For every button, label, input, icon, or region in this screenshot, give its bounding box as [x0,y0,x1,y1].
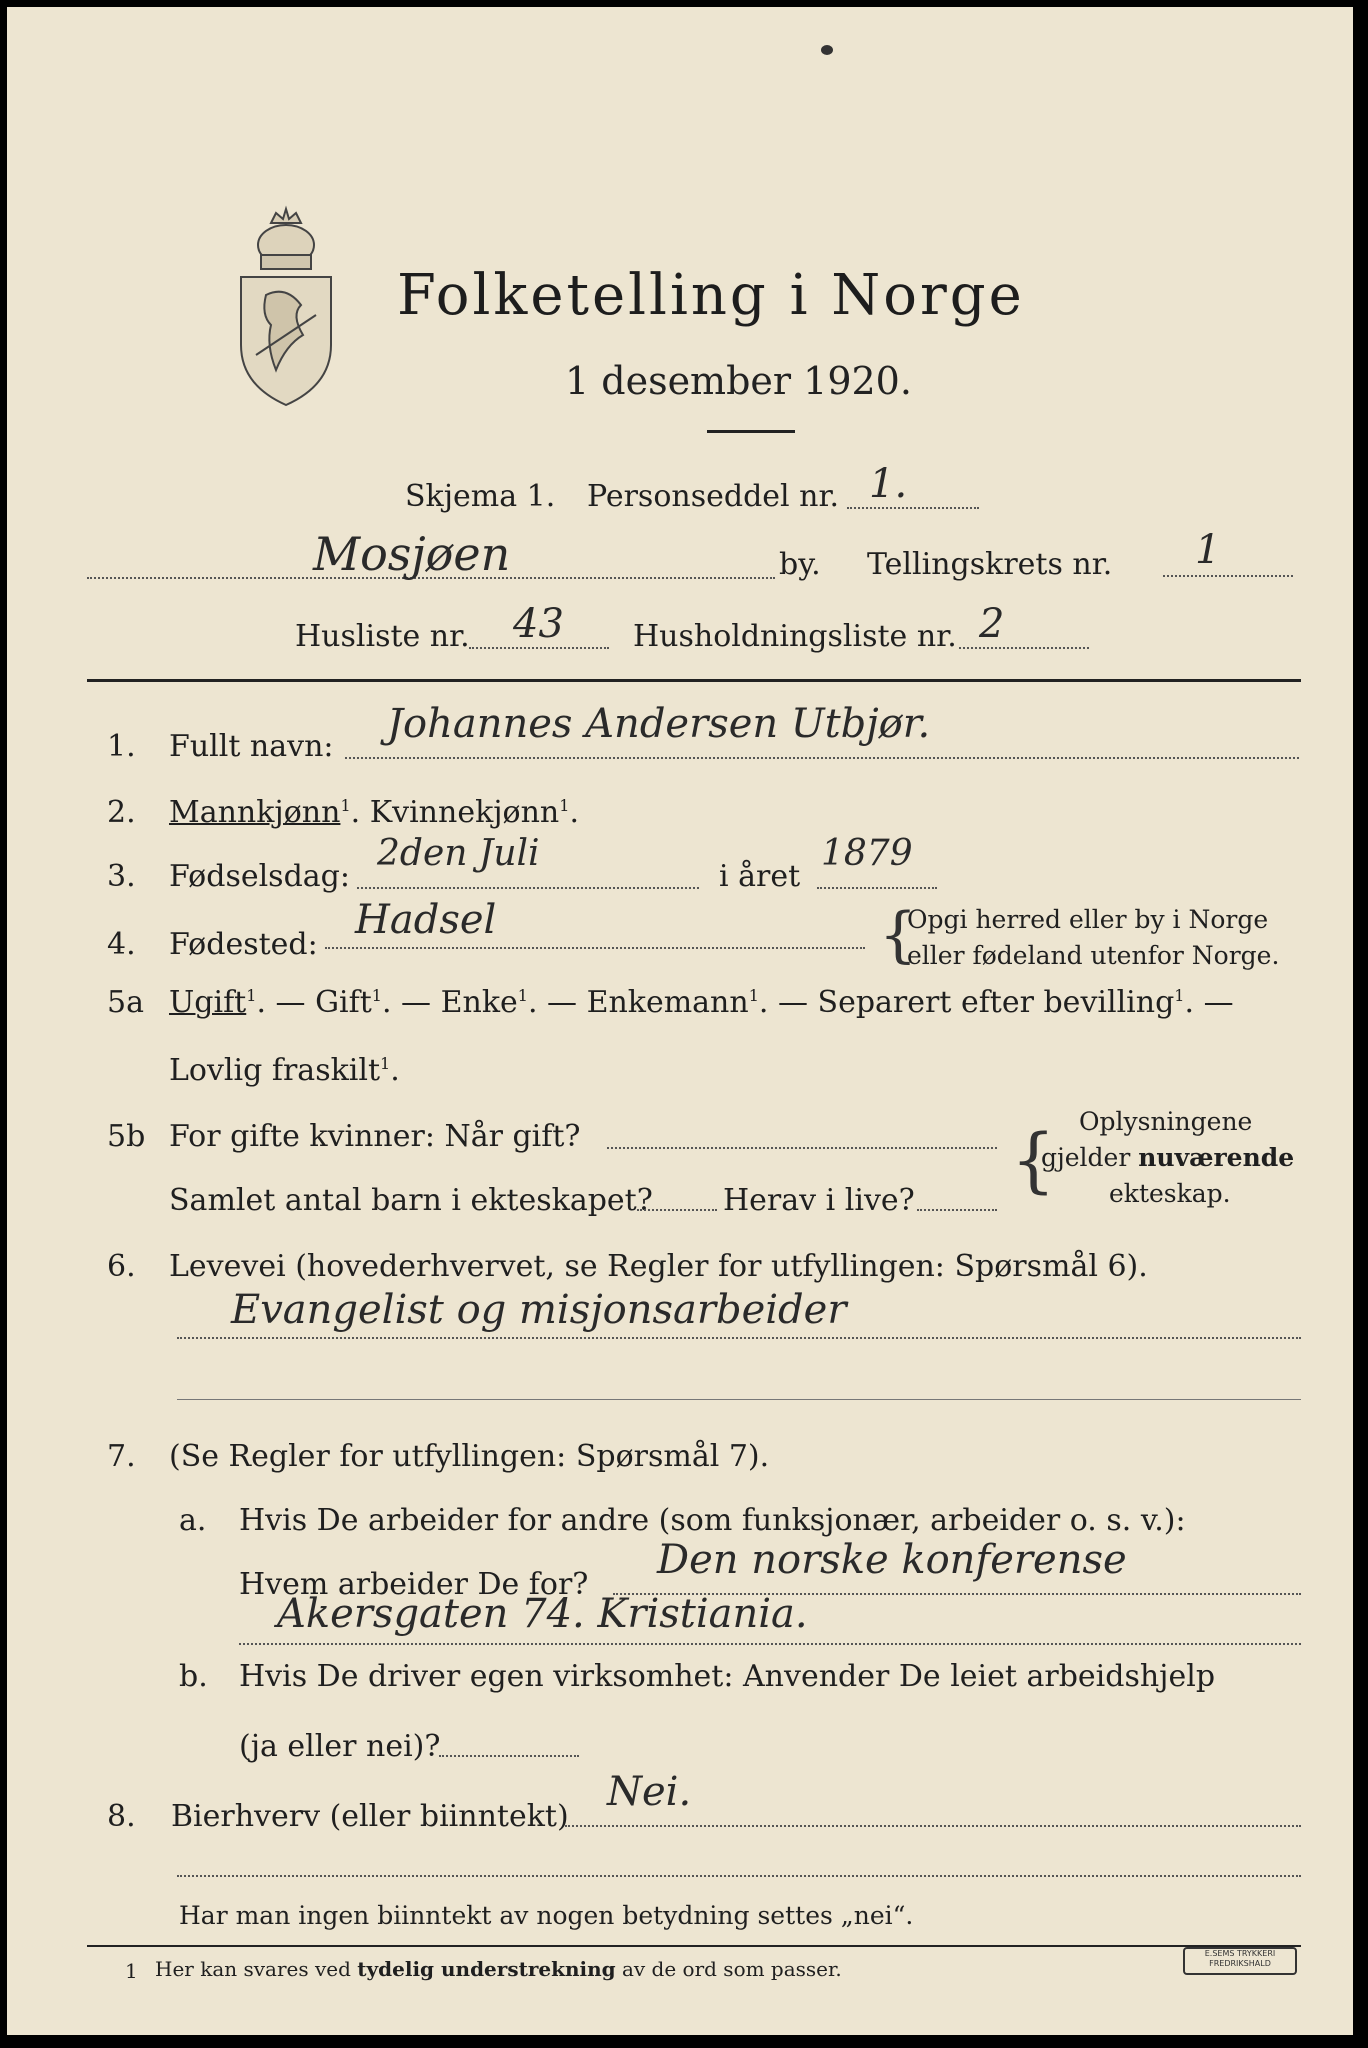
q3-value: 2den Juli [377,833,540,874]
footnote-text [155,1957,842,1981]
q5b-note-2a: gjelder [1041,1143,1139,1172]
q2-number: 2. [107,795,136,830]
q5b-note-3: ekteskap. [1109,1179,1231,1208]
personseddel-value: 1. [869,461,908,507]
q8-value: Nei. [607,1769,692,1815]
coat-of-arms-icon [231,205,341,411]
q5b-brace: { [1011,1119,1056,1201]
personseddel-label: Personseddel nr. [587,479,840,514]
q7-number: 7. [107,1439,136,1474]
husholdningsliste-line [959,647,1089,649]
q5a-sup-5: 1 [1174,986,1185,1005]
q5a-gift: Gift [315,985,372,1020]
by-label: by. [779,547,821,582]
q6-label: Levevei (hovederhvervet, se Regler for utfyllingen: Spørsmål 6). [169,1249,1148,1284]
skjema-label: Skjema 1. [405,479,556,514]
footnote-text-c: av de ord som passer. [615,1957,842,1981]
q8-label: Bierhverv (eller biinntekt) [171,1799,569,1834]
q5a-enkemann: Enkemann [586,985,749,1020]
q5a-lovlig: Lovlig fraskilt$^1$. [169,1053,400,1088]
q4-number: 4. [107,927,136,962]
q2-male: Mannkjønn [169,795,341,830]
q4-note-1: Opgi herred eller by i Norge [907,905,1269,934]
husholdningsliste-value: 2 [979,601,1005,647]
tellingskrets-line [1163,575,1293,577]
q5b-line-2 [637,1209,717,1211]
q3-year-value: 1879 [821,833,913,874]
q4-line [325,947,865,949]
q5a-options: Ugift$^1$. — Gift$^1$. — Enke$^1$. — Enkemann$^1$. — Separert efter bevilling$^1$. — [169,985,1234,1020]
q5b-note-2b: nuværende [1138,1143,1295,1172]
q8-number: 8. [107,1799,136,1834]
q1-number: 1. [107,729,136,764]
q2-sep2: . [569,795,579,830]
q5b-note-2 [1041,1143,1294,1172]
footnote-number: 1 [125,1959,138,1983]
q7b-text: Hvis De driver egen virksomhet: Anvender De leiet arbeidshjelp [239,1659,1216,1694]
q2-female-sup: 1 [559,796,570,815]
q7a-value-1: Den norske konferense [657,1537,1127,1583]
q5b-label-1: For gifte kvinner: Når gift? [169,1119,581,1154]
q4-brace: { [879,900,918,970]
q5b-label-3: Herav i live? [723,1183,915,1218]
page-title: Folketelling i Norge [397,263,1025,328]
title-divider [707,430,795,433]
q5a-separert: Separert efter bevilling [817,985,1175,1020]
q5a-sup-4: 1 [748,986,759,1005]
q5b-number: 5b [107,1119,146,1154]
q2-male-sup: 1 [340,796,351,815]
q5a-sup-6: 1 [380,1054,391,1073]
husliste-value: 43 [513,601,564,647]
q5a-ugift: Ugift [169,985,247,1020]
q7-label: (Se Regler for utfyllingen: Spørsmål 7). [169,1439,770,1474]
q2-female: Kvinnekjønn [369,795,560,830]
q7b-line [439,1755,579,1757]
q8-line [565,1825,1301,1827]
husliste-label: Husliste nr. [295,619,470,654]
printer-line-2: FREDRIKSHALD [1209,1959,1271,1968]
q5b-note-1: Oplysningene [1079,1107,1253,1136]
q7a-line-2 [239,1643,1301,1645]
q2-options [169,795,579,830]
q7b-question: (ja eller nei)? [239,1729,441,1764]
footer-note: Har man ingen biinntekt av nogen betydning settes „nei“. [179,1901,914,1930]
q4-note-2: eller fødeland utenfor Norge. [907,941,1280,970]
footnote-text-b: tydelig understrekning [357,1957,616,1981]
q5a-sup-2: 1 [371,986,382,1005]
q1-value: Johannes Andersen Utbjør. [387,701,931,747]
personseddel-line [847,507,979,509]
q5a-dash-4: — [777,985,808,1020]
q5b-label-2: Samlet antal barn i ekteskapet? [169,1183,653,1218]
q6-value: Evangelist og misjonsarbeider [231,1287,847,1333]
q3-line [357,887,699,889]
census-form-page [7,7,1353,2035]
q6-line-1 [177,1337,1301,1339]
q6-line-2 [177,1399,1301,1400]
q5a-enke: Enke [440,985,518,1020]
printer-mark [1183,1947,1297,1975]
printer-line-1: E.SEMS TRYKKERI [1204,1949,1276,1958]
q3-year-line [817,887,937,889]
q6-number: 6. [107,1249,136,1284]
q5a-sup-3: 1 [517,986,528,1005]
q3-year-label: i året [719,859,801,894]
q7a-letter: a. [179,1503,207,1538]
page-subtitle: 1 desember 1920. [565,359,912,403]
q5b-line-1 [607,1147,997,1149]
tellingskrets-value: 1 [1195,527,1221,573]
q5a-dash-1: — [275,985,306,1020]
footer-rule [87,1945,1301,1947]
q7a-question: Hvem arbeider De for? [239,1567,589,1602]
town-value: Mosjøen [313,527,511,581]
tellingskrets-label: Tellingskrets nr. [867,547,1113,582]
q3-label: Fødselsdag: [169,859,350,894]
q5a-dash-2: — [401,985,432,1020]
q5a-dash-5: — [1203,985,1234,1020]
q3-number: 3. [107,859,136,894]
q5a-number: 5a [107,985,144,1020]
q5b-line-3 [917,1209,997,1211]
q5a-dash-3: — [547,985,578,1020]
q8-line-2 [177,1875,1301,1877]
q7a-text: Hvis De arbeider for andre (som funksjonær, arbeider o. s. v.): [239,1503,1186,1538]
q1-line [345,757,1299,759]
ink-spot [821,45,833,55]
q2-sep: . [350,795,361,830]
husliste-line [469,647,609,649]
q4-value: Hadsel [355,897,497,943]
q1-label: Fullt navn: [169,729,334,764]
q4-label: Fødested: [169,927,318,962]
q5a-sup-1: 1 [246,986,257,1005]
q7a-value-2: Akersgaten 74. Kristiania. [277,1591,808,1637]
q5a-lovlig-text: Lovlig fraskilt [169,1053,381,1088]
header-rule [87,679,1301,682]
q7b-letter: b. [179,1659,208,1694]
footnote-text-a: Her kan svares ved [155,1957,358,1981]
husholdningsliste-label: Husholdningsliste nr. [633,619,957,654]
